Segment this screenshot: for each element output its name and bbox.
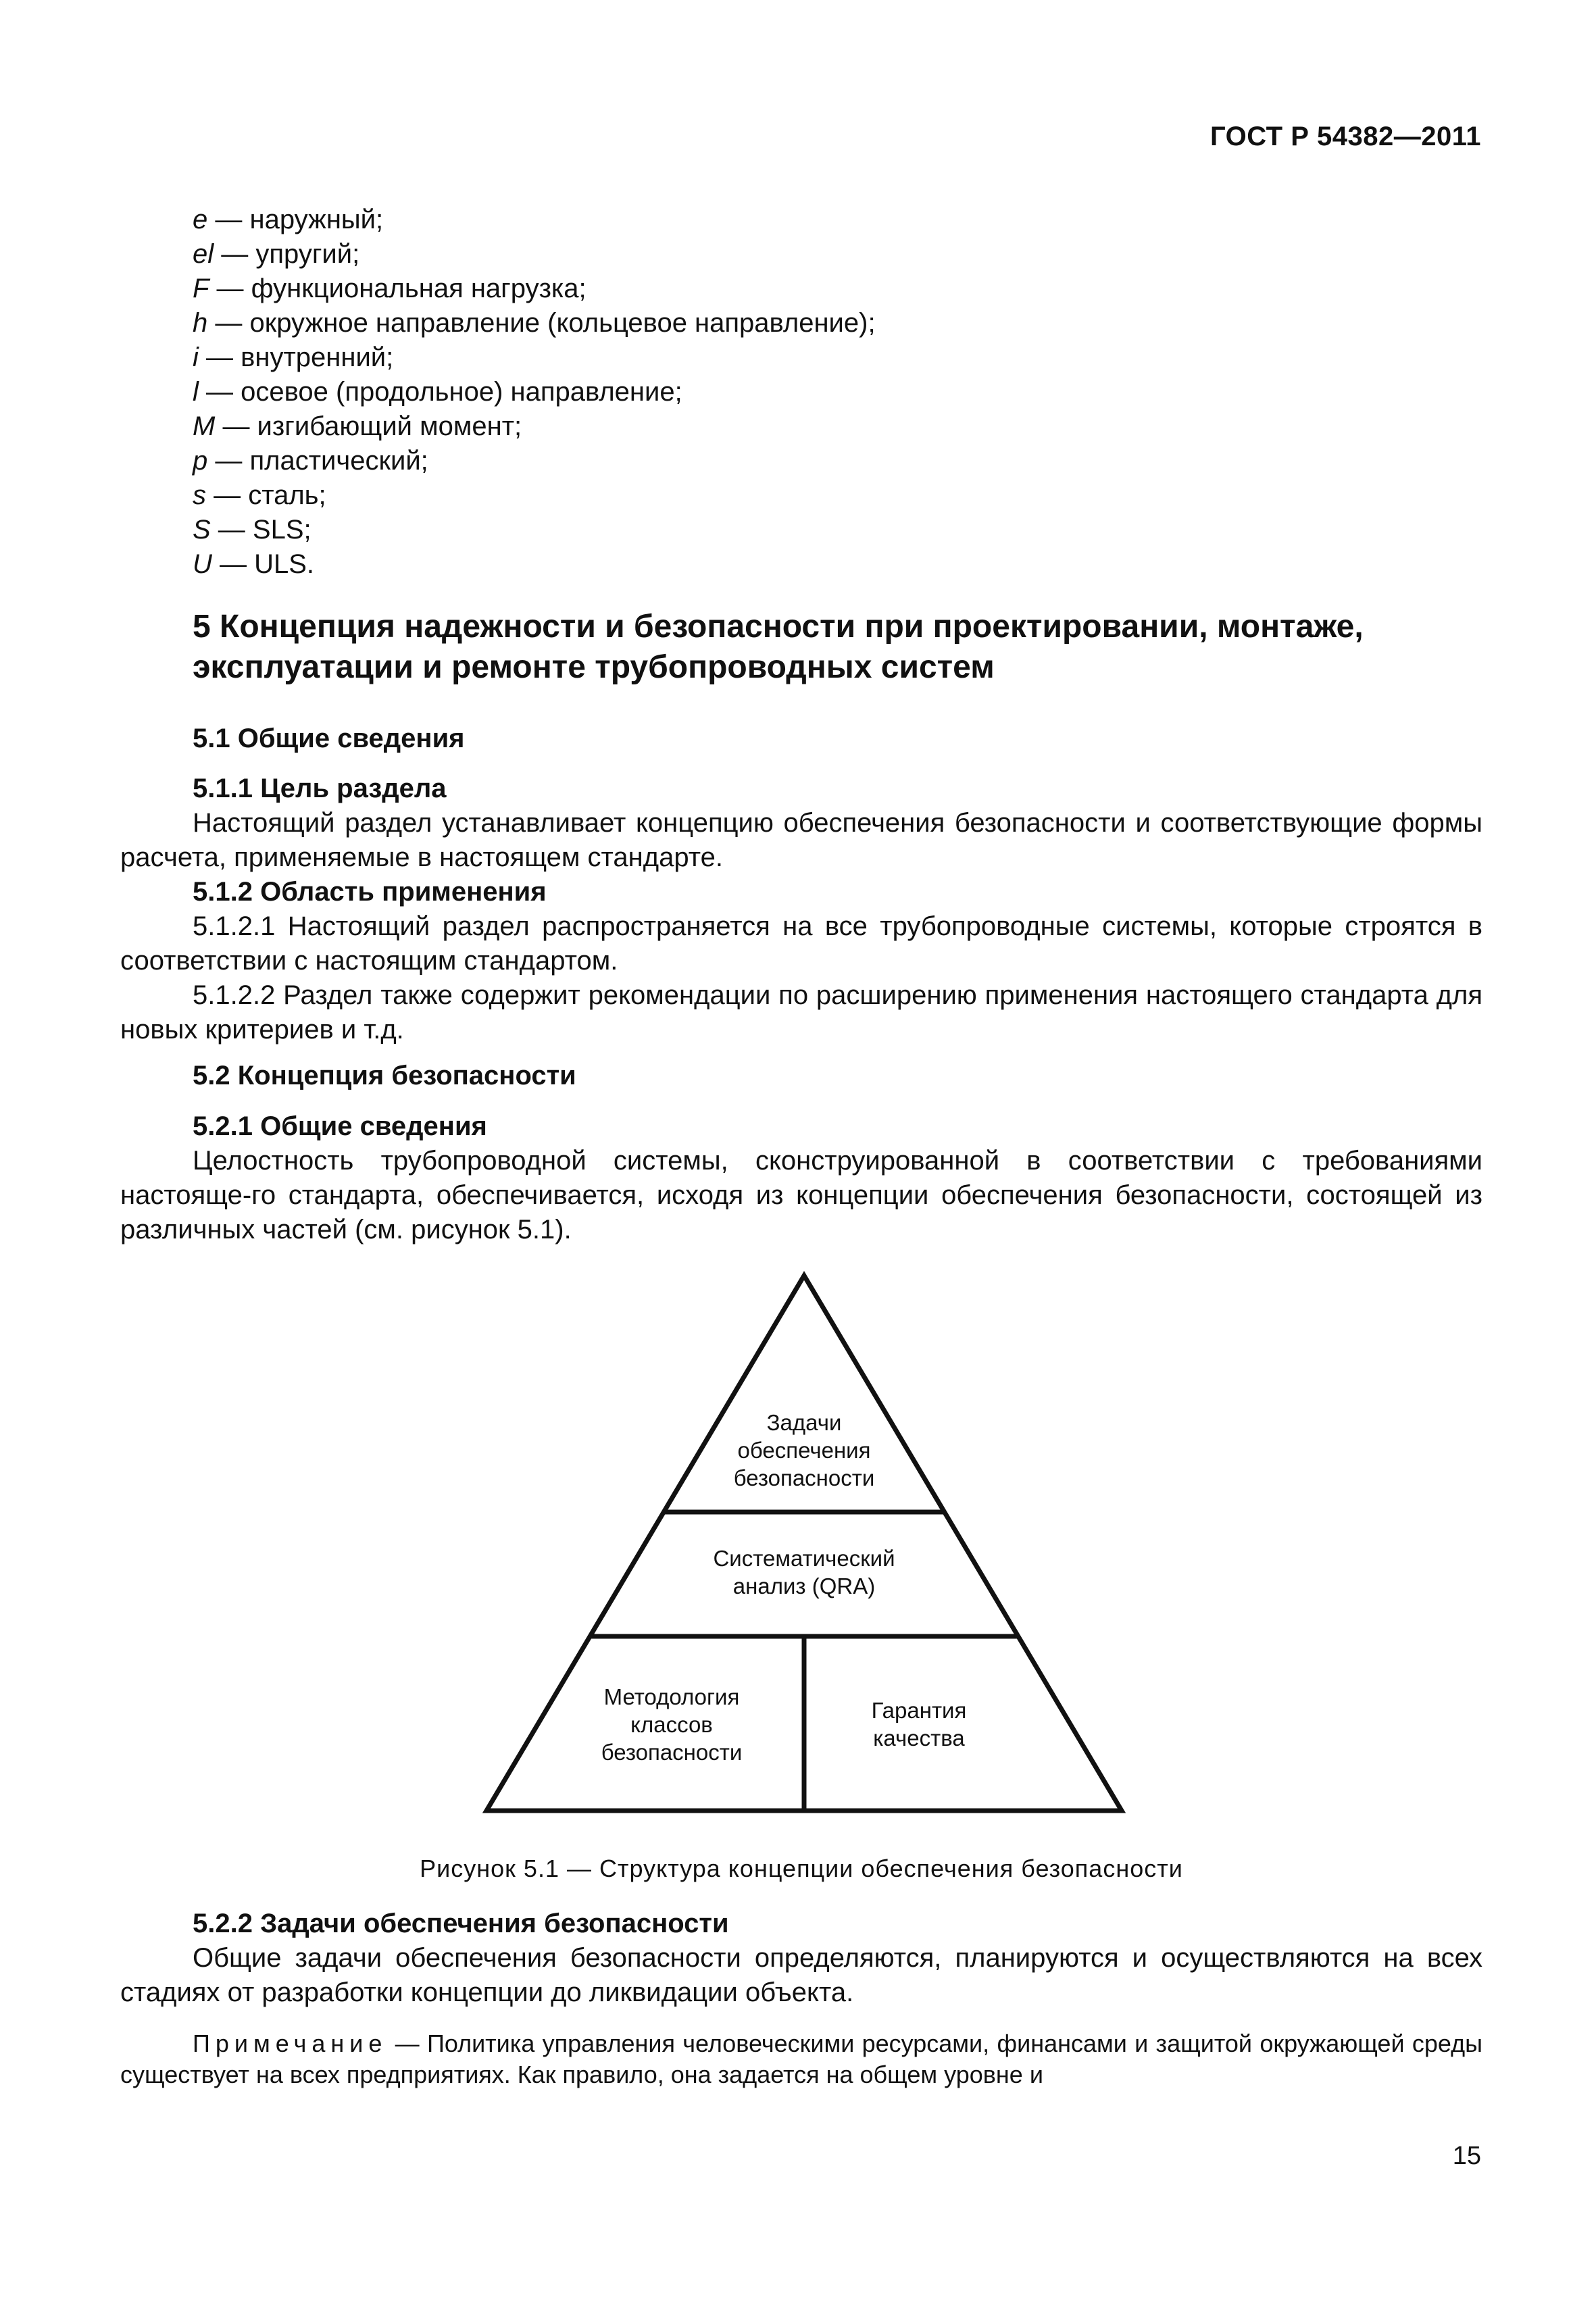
subsection-heading: 5.2.2 Задачи обеспечения безопасности: [193, 1909, 729, 1938]
figure-caption: Рисунок 5.1 — Структура концепции обеспечения безопасности: [420, 1855, 1183, 1882]
paragraph: 5.1.2.2 Раздел также содержит рекомендации по расширению применения настоящего стандарта для новых критериев и т.д.: [120, 980, 1482, 1045]
pyramid-bottom-right-label-1: Гарантия: [871, 1698, 967, 1723]
list-item: s — сталь;: [193, 480, 326, 510]
pyramid-top-label-1: Задачи: [766, 1410, 842, 1435]
list-item: i — внутренний;: [193, 343, 394, 372]
subsection-5-1-1: [120, 772, 1482, 1047]
abbreviations-list: [193, 203, 876, 582]
list-item: S — SLS;: [193, 515, 311, 545]
note-paragraph: [120, 2028, 1482, 2090]
subsection-5-2-2: [120, 1907, 1482, 2010]
subsection-5-2-1: [120, 1109, 1482, 1247]
safety-concept-pyramid: [473, 1270, 1135, 1824]
paragraph: 5.1.2.1 Настоящий раздел распространяется на все трубопроводные системы, которые строятся в соответствии с настоящим стандартом.: [120, 911, 1482, 976]
pyramid-top-label-3: безопасности: [733, 1465, 875, 1490]
section-title: 5 Концепция надежности и безопасности при проектировании, монтаже, эксплуатации и ремонте трубопроводных систем: [193, 609, 1364, 685]
note-label: Примечание: [193, 2030, 388, 2057]
pyramid-bottom-left-label-1: Методология: [603, 1684, 740, 1709]
page-number: 15: [1452, 2142, 1481, 2170]
subsection-heading: 5.2 Концепция безопасности: [193, 1061, 576, 1090]
subsection-heading: 5.1.2 Область применения: [193, 877, 547, 907]
note-text: — Политика управления человеческими ресурсами, финансами и защитой окружающей среды существует на всех предприятиях. Как правило, она задается на общем уровне и: [120, 2030, 1482, 2088]
paragraph: Целостность трубопроводной системы, сконструированной в соответствии с требованиями настояще-го стандарта, обеспечивается, исходя из концепции обеспечения безопасности, состоящей из различных частей (см. рисунок 5.1).: [120, 1146, 1482, 1244]
subsection-heading: 5.1 Общие сведения: [193, 724, 465, 753]
list-item: h — окружное направление (кольцевое направление);: [193, 308, 876, 338]
list-item: e — наружный;: [193, 205, 384, 234]
subsection-heading: 5.1.1 Цель раздела: [193, 774, 447, 803]
list-item: p — пластический;: [193, 446, 428, 476]
paragraph: Общие задачи обеспечения безопасности определяются, планируются и осуществляются на всех стадиях от разработки концепции до ликвидации объекта.: [120, 1943, 1482, 2007]
list-item: el — упругий;: [193, 239, 360, 269]
list-item: M — изгибающий момент;: [193, 411, 522, 441]
pyramid-top-label-2: обеспечения: [737, 1438, 871, 1463]
pyramid-middle-label-1: Систематический: [713, 1546, 895, 1571]
list-item: U — ULS.: [193, 549, 315, 579]
list-item: l — осевое (продольное) направление;: [193, 377, 682, 407]
pyramid-figure: [473, 1270, 1135, 1824]
document-number: ГОСТ Р 54382—2011: [1210, 122, 1481, 151]
pyramid-bottom-right-label-2: качества: [873, 1726, 965, 1751]
pyramid-bottom-left-label-2: классов: [630, 1712, 713, 1737]
pyramid-middle-label-2: анализ (QRA): [732, 1574, 876, 1599]
list-item: F — функциональная нагрузка;: [193, 274, 587, 303]
pyramid-bottom-left-label-3: безопасности: [601, 1740, 743, 1765]
subsection-heading: 5.2.1 Общие сведения: [193, 1111, 487, 1141]
paragraph: Настоящий раздел устанавливает концепцию обеспечения безопасности и соответствующие формы расчета, применяемые в настоящем стандарте.: [120, 808, 1482, 872]
